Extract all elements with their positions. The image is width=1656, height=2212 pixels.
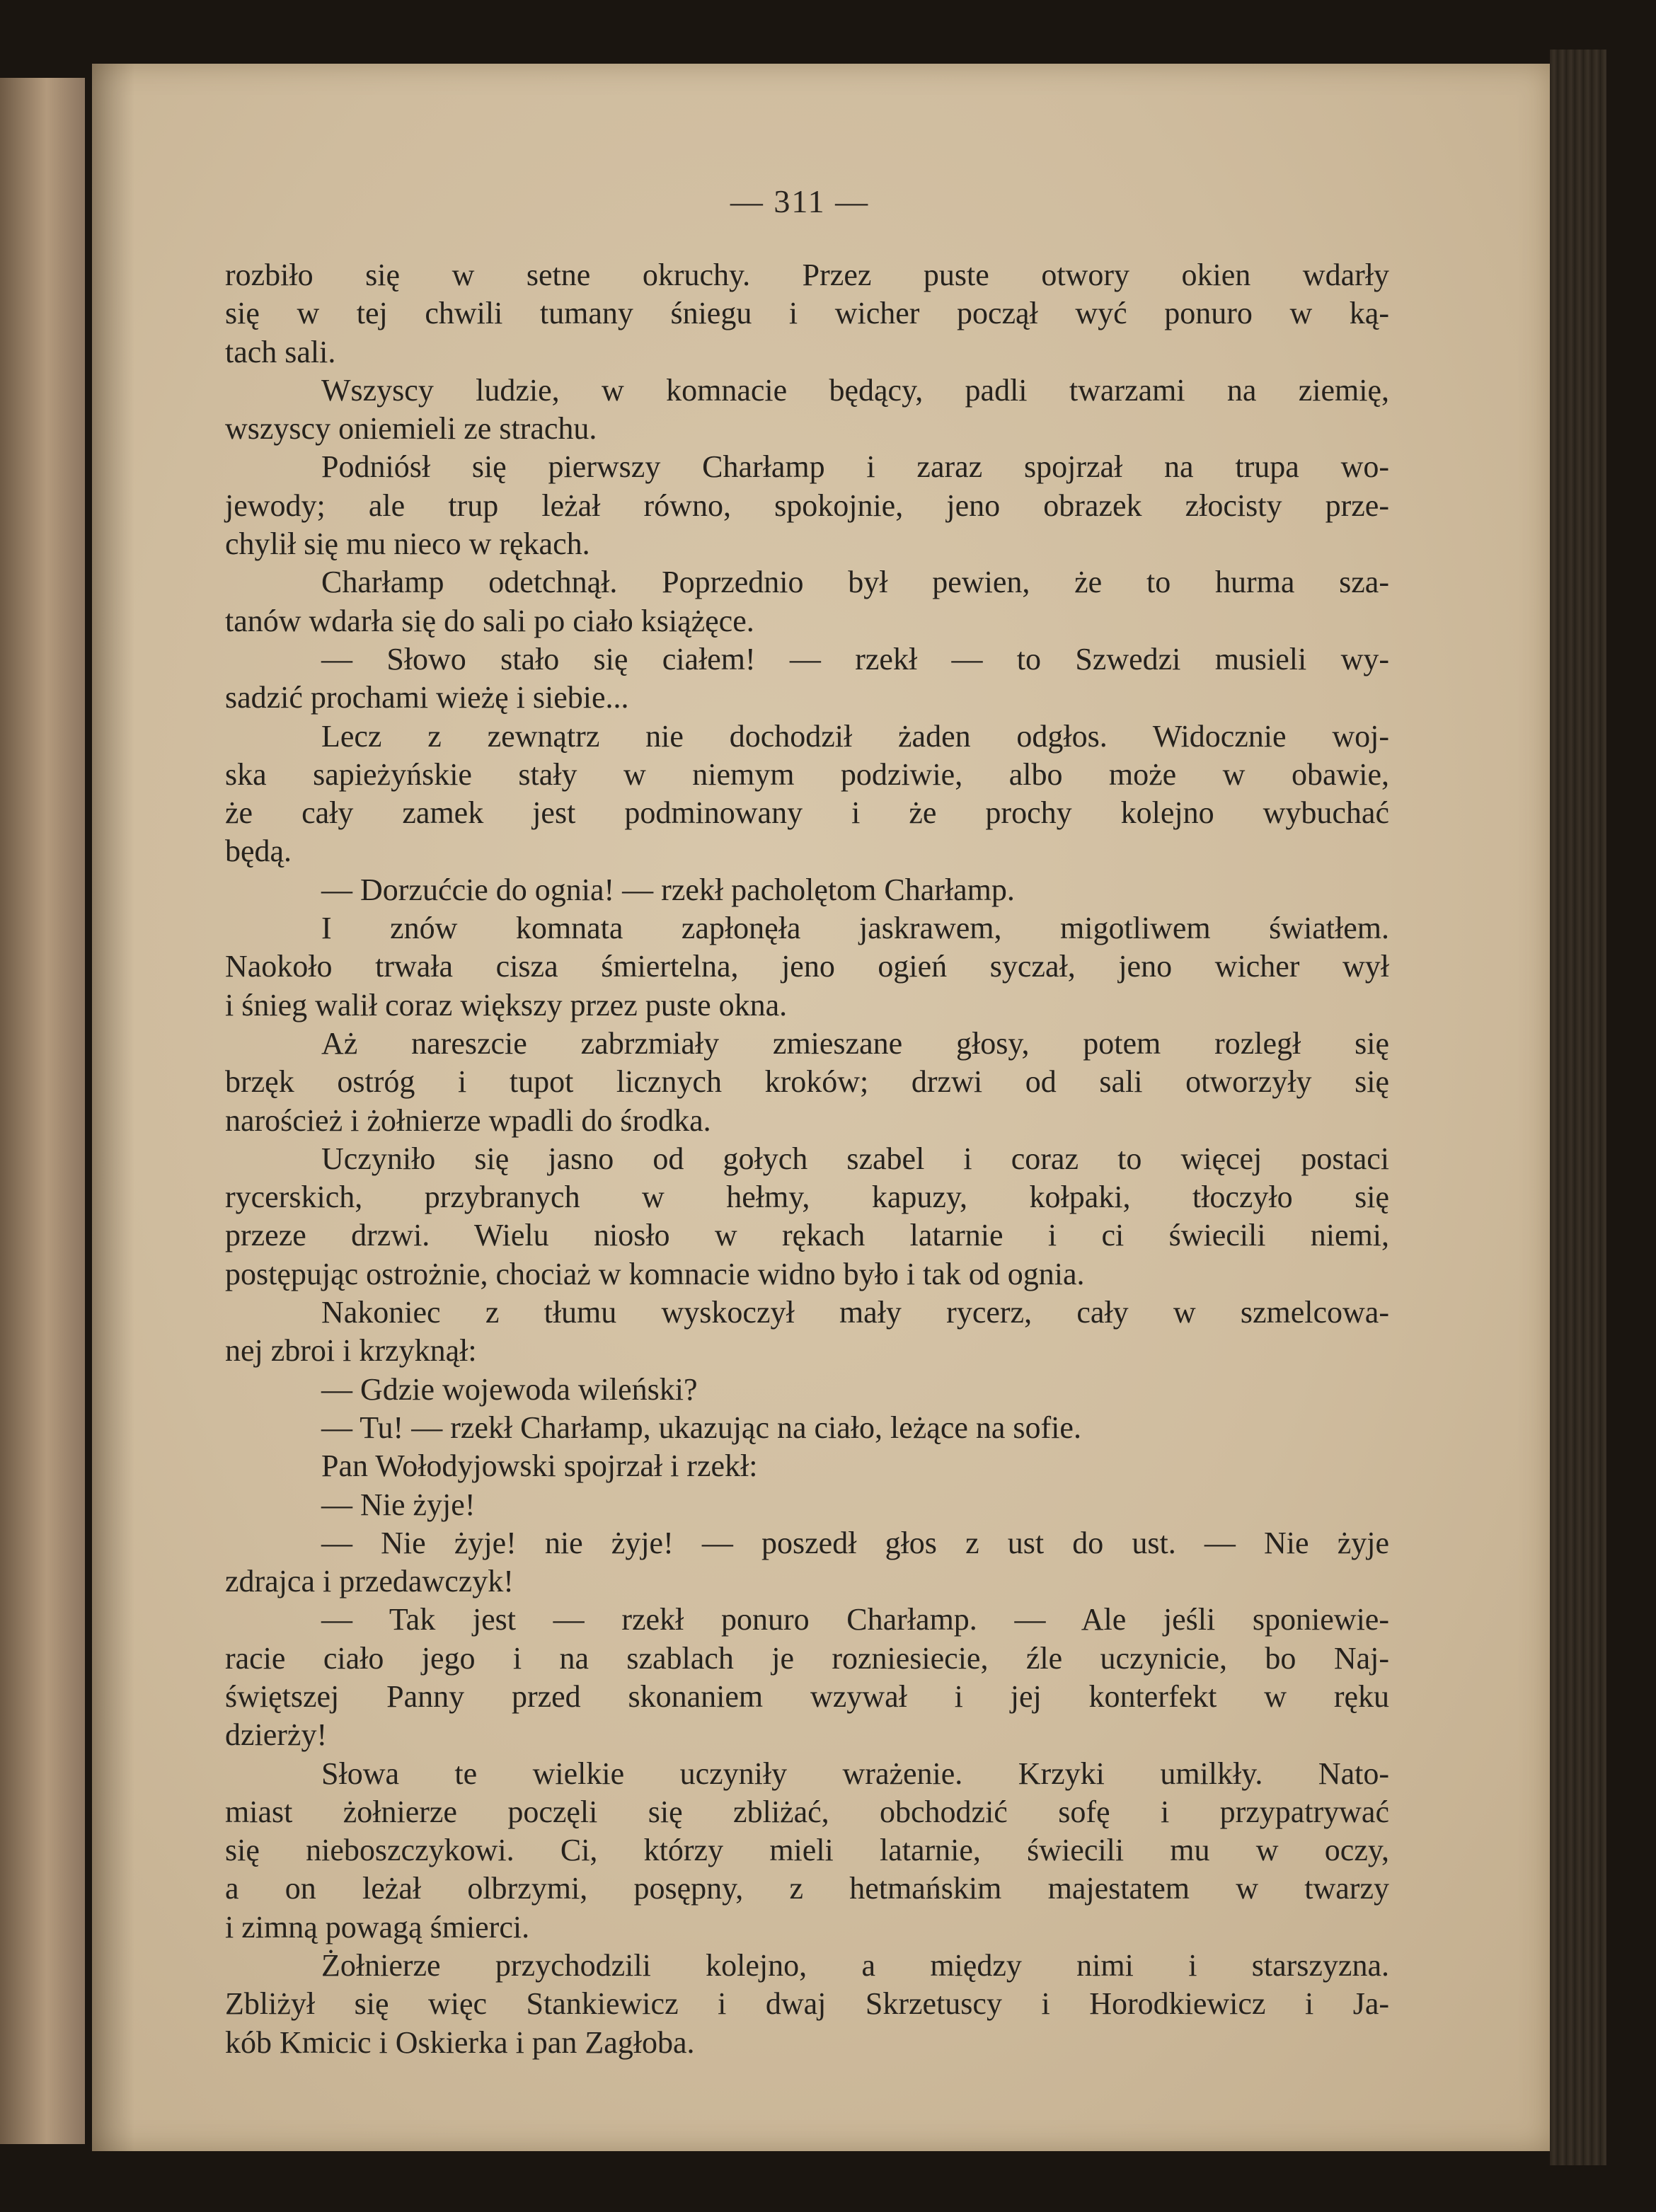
text-line: tanów wdarła się do sali po ciało książęce.: [225, 603, 754, 638]
text-line: Pan Wołodyjowski spojrzał i rzekł:: [321, 1448, 758, 1484]
text-line: tach sali.: [225, 334, 336, 369]
text-line: i zimną powagą śmierci.: [225, 1909, 530, 1945]
text-line: Charłamp odetchnął. Poprzednio był pewien, że to hurma sza-: [321, 565, 1389, 600]
text-line: Nakoniec z tłumu wyskoczył mały rycerz, cały w szmelcowa-: [321, 1295, 1389, 1330]
text-line: zdrajca i przedawczyk!: [225, 1564, 514, 1599]
text-line: — Nie żyje! nie żyje! — poszedł głos z ust do ust. — Nie żyje: [321, 1525, 1389, 1560]
text-line: Uczyniło się jasno od gołych szabel i coraz to więcej postaci: [321, 1141, 1389, 1176]
text-line: kób Kmicic i Oskierka i pan Zagłoba.: [225, 2024, 695, 2060]
text-line: Lecz z zewnątrz nie dochodził żaden odgłos. Widocznie woj-: [321, 718, 1389, 754]
page-stack-edge: [1550, 50, 1606, 2165]
text-line: Naokoło trwała cisza śmiertelna, jeno ogień syczał, jeno wicher wył: [225, 949, 1389, 984]
text-line: ska sapieżyńskie stały w niemym podziwie, albo może w obawie,: [225, 756, 1389, 792]
text-line: Podniósł się pierwszy Charłamp i zaraz spojrzał na trupa wo-: [321, 449, 1389, 485]
text-line: postępując ostrożnie, chociaż w komnacie widno było i tak od ognia.: [225, 1256, 1085, 1291]
body-text: [225, 256, 1389, 2062]
text-line: rycerskich, przybranych w hełmy, kapuzy, kołpaki, tłoczyło się: [225, 1180, 1389, 1215]
text-line: a on leżał olbrzymi, posępny, z hetmańskim majestatem w twarzy: [225, 1871, 1389, 1906]
text-line: — Słowo stało się ciałem! — rzekł — to Szwedzi musieli wy-: [321, 641, 1389, 676]
text-line: i śnieg walił coraz większy przez puste okna.: [225, 987, 788, 1023]
text-line: — Dorzućcie do ognia! — rzekł pacholętom Charłamp.: [321, 872, 1015, 907]
text-line: — Tu! — rzekł Charłamp, ukazując na ciało, leżące na sofie.: [321, 1410, 1081, 1445]
left-page-edge: [0, 78, 85, 2144]
text-line: Żołnierze przychodzili kolejno, a między nimi i starszyzna.: [321, 1948, 1389, 1983]
text-line: I znów komnata zapłonęła jaskrawem, migotliwem światłem.: [321, 911, 1389, 946]
text-line: będą.: [225, 834, 292, 869]
page-number: — 311 —: [730, 183, 870, 219]
text-line: chylił się mu nieco w rękach.: [225, 526, 590, 562]
text-line: się nieboszczykowi. Ci, którzy mieli latarnie, świecili mu w oczy,: [225, 1833, 1389, 1868]
text-line: — Tak jest — rzekł ponuro Charłamp. — Ale jeśli sponiewie-: [321, 1602, 1389, 1637]
text-line: Aż nareszcie zabrzmiały zmieszane głosy, potem rozległ się: [321, 1025, 1389, 1061]
text-line: nej zbroi i krzyknął:: [225, 1333, 477, 1369]
text-line: Zbliżył się więc Stankiewicz i dwaj Skrzetuscy i Horodkiewicz i Ja-: [225, 1986, 1389, 2022]
text-line: świętszej Panny przed skonaniem wzywał i jej konterfekt w ręku: [225, 1678, 1389, 1714]
text-line: naroścież i żołnierze wpadli do środka.: [225, 1102, 711, 1138]
text-line: racie ciało jego i na szablach je rozniesiecie, źle uczynicie, bo Naj-: [225, 1640, 1389, 1676]
gutter-shadow: [92, 64, 134, 2151]
text-line: wszyscy oniemieli ze strachu.: [225, 411, 597, 447]
text-line: brzęk ostróg i tupot licznych kroków; drzwi od sali otworzyły się: [225, 1064, 1389, 1100]
text-line: Słowa te wielkie uczyniły wrażenie. Krzyki umilkły. Nato-: [321, 1756, 1389, 1791]
text-line: przeze drzwi. Wielu niosło w rękach latarnie i ci świecili niemi,: [225, 1218, 1389, 1253]
text-line: Wszyscy ludzie, w komnacie będący, padli twarzami na ziemię,: [321, 372, 1389, 408]
text-line: miast żołnierze poczęli się zbliżać, obchodzić sofę i przypatrywać: [225, 1794, 1389, 1829]
text-line: — Gdzie wojewoda wileński?: [321, 1371, 698, 1407]
text-line: sadzić prochami wieżę i siebie...: [225, 680, 629, 715]
text-line: dzierży!: [225, 1717, 328, 1753]
text-line: że cały zamek jest podminowany i że prochy kolejno wybuchać: [225, 795, 1389, 831]
text-line: rozbiło się w setne okruchy. Przez puste otwory okien wdarły: [225, 258, 1389, 292]
text-line: — Nie żyje!: [321, 1487, 476, 1522]
text-line: się w tej chwili tumany śniegu i wicher począł wyć ponuro w ką-: [225, 296, 1389, 331]
text-line: jewody; ale trup leżał równo, spokojnie, jeno obrazek złocisty prze-: [225, 488, 1389, 523]
